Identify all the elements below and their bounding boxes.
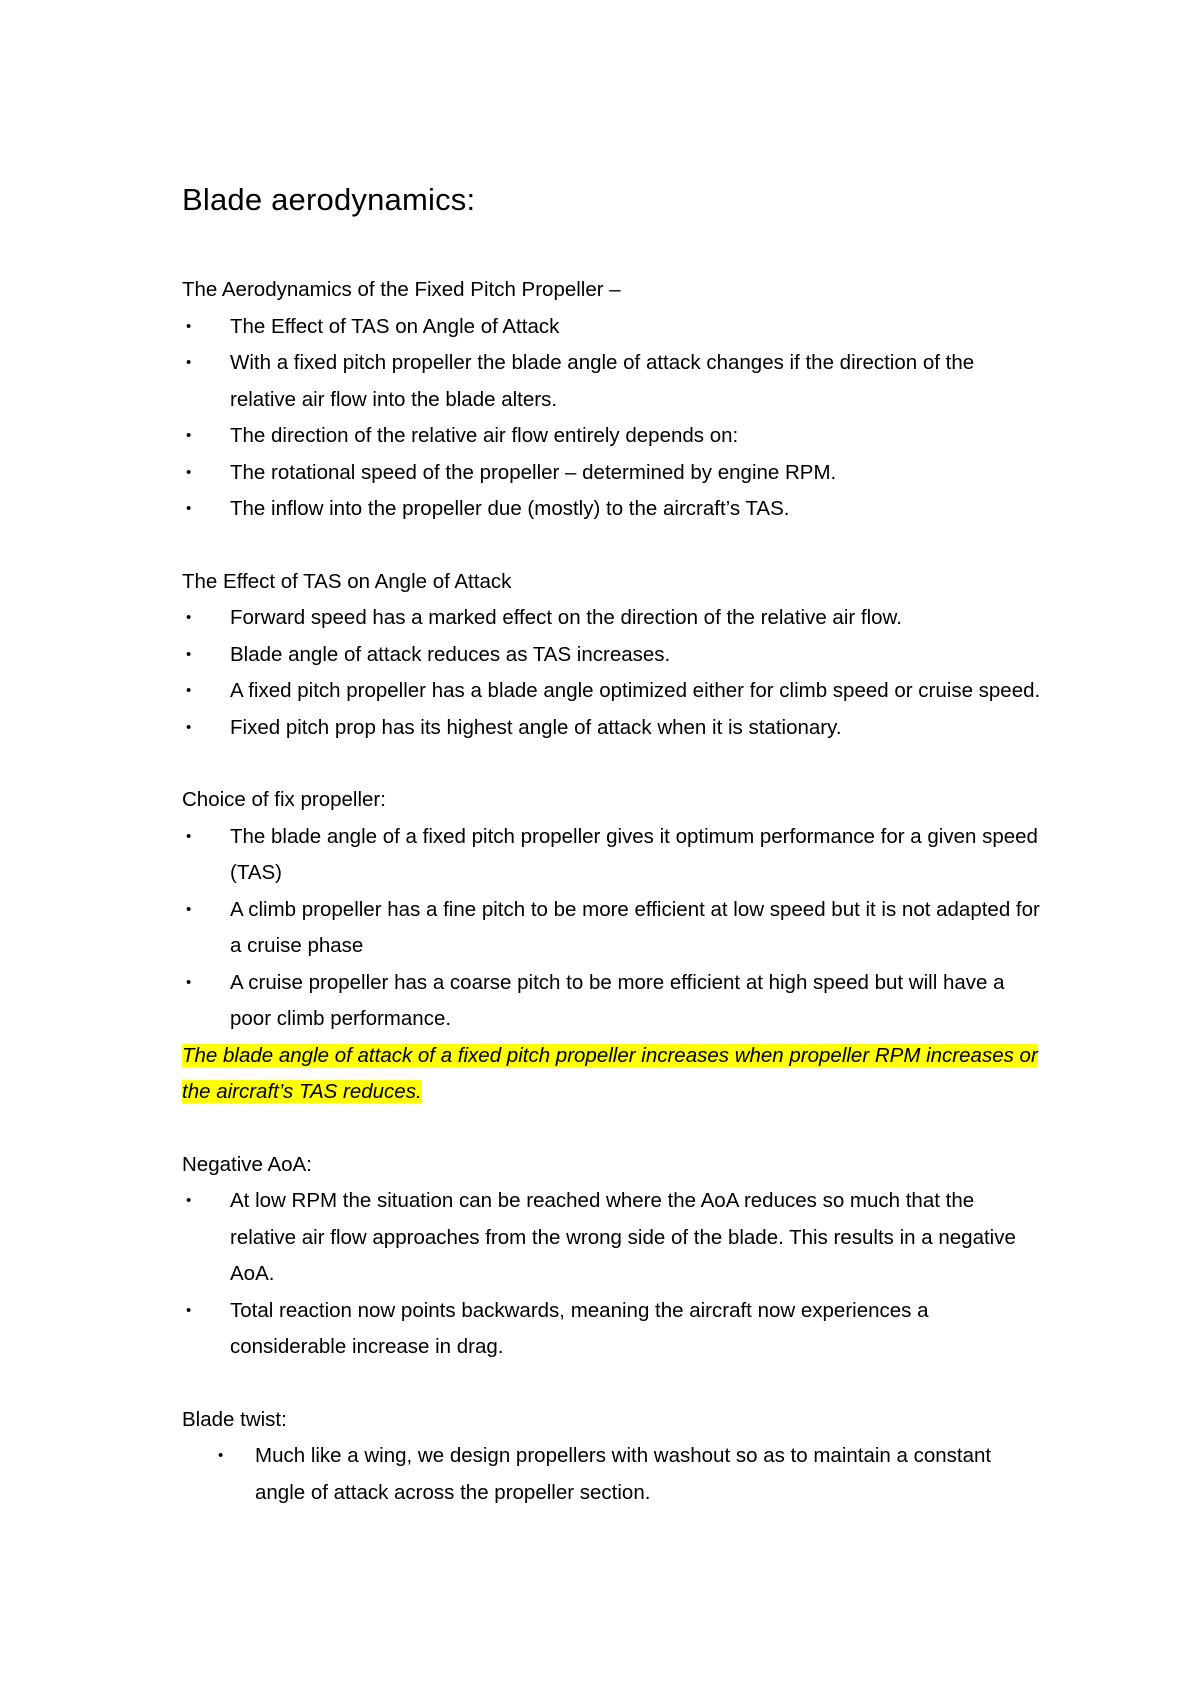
list-item-text: The rotational speed of the propeller – determined by engine RPM. bbox=[230, 460, 837, 484]
bullet-icon: • bbox=[186, 827, 192, 845]
bullet-icon: • bbox=[186, 1192, 192, 1209]
list-item-text: Much like a wing, we design propellers with washout so as to maintain a constant angle of attack across the propeller section. bbox=[255, 1444, 992, 1504]
bullet-icon: • bbox=[186, 609, 192, 626]
list-item bbox=[182, 1293, 1042, 1366]
section-heading: Blade twist: bbox=[182, 1407, 287, 1431]
list-item-text: The inflow into the propeller due (mostly) to the aircraft’s TAS. bbox=[230, 497, 790, 520]
section-heading: The Effect of TAS on Angle of Attack bbox=[182, 569, 512, 593]
bullet-icon: • bbox=[186, 427, 192, 444]
bullet-list bbox=[182, 1438, 1042, 1511]
bullet-icon: • bbox=[186, 317, 192, 335]
list-item bbox=[182, 819, 1042, 892]
bullet-icon: • bbox=[186, 645, 192, 663]
bullet-list bbox=[182, 600, 1042, 746]
list-item-text: Blade angle of attack reduces as TAS increases. bbox=[230, 642, 671, 666]
section-heading: Negative AoA: bbox=[182, 1152, 312, 1176]
list-item-text: A climb propeller has a fine pitch to be more efficient at low speed but it is not adapted for a cruise phase bbox=[230, 897, 1040, 957]
bullet-icon: • bbox=[186, 718, 192, 736]
list-item-text: Fixed pitch prop has its highest angle of attack when it is stationary. bbox=[230, 715, 842, 739]
list-item bbox=[182, 892, 1042, 965]
list-item bbox=[182, 1183, 1042, 1293]
list-item bbox=[182, 455, 1042, 492]
bullet-list bbox=[182, 819, 1042, 1038]
list-item bbox=[182, 710, 1042, 747]
section-negative-aoa bbox=[182, 1147, 1042, 1366]
list-item bbox=[182, 637, 1042, 674]
bullet-list bbox=[182, 309, 1042, 528]
list-item bbox=[182, 1438, 1042, 1511]
list-item-text: Total reaction now points backwards, meaning the aircraft now experiences a considerable increase in drag. bbox=[230, 1298, 929, 1358]
bullet-icon: • bbox=[186, 500, 192, 517]
list-item-text: Forward speed has a marked effect on the direction of the relative air flow. bbox=[230, 606, 902, 629]
list-item bbox=[182, 965, 1042, 1038]
list-item-text: A fixed pitch propeller has a blade angle optimized either for climb speed or cruise speed. bbox=[230, 679, 1041, 702]
section-fixed-pitch-aerodynamics bbox=[182, 272, 1042, 528]
bullet-icon: • bbox=[186, 463, 192, 481]
list-item-text: The blade angle of a fixed pitch propeller gives it optimum performance for a given speed (TAS) bbox=[230, 824, 1038, 884]
section-heading: Choice of fix propeller: bbox=[182, 788, 386, 811]
bullet-icon: • bbox=[186, 682, 192, 699]
list-item bbox=[182, 600, 1042, 637]
list-item bbox=[182, 345, 1042, 418]
list-item-text: With a fixed pitch propeller the blade angle of attack changes if the direction of the relative air flow into the blade alters. bbox=[230, 351, 975, 411]
list-item-text: A cruise propeller has a coarse pitch to be more efficient at high speed but will have a poor climb performance. bbox=[230, 970, 1005, 1030]
bullet-list bbox=[182, 1183, 1042, 1366]
document-body bbox=[182, 178, 1042, 1547]
list-item bbox=[182, 309, 1042, 346]
list-item-text: At low RPM the situation can be reached where the AoA reduces so much that the relative air flow approaches from the wrong side of the blade. This results in a negative AoA. bbox=[230, 1189, 1016, 1285]
section-tas-effect bbox=[182, 564, 1042, 747]
list-item-text: The Effect of TAS on Angle of Attack bbox=[230, 314, 560, 338]
section-heading: The Aerodynamics of the Fixed Pitch Propeller – bbox=[182, 278, 621, 301]
bullet-icon: • bbox=[186, 900, 192, 918]
bullet-icon: • bbox=[186, 1301, 192, 1319]
bullet-icon: • bbox=[186, 354, 192, 371]
list-item bbox=[182, 491, 1042, 528]
section-choice-of-propeller bbox=[182, 782, 1042, 1038]
list-item bbox=[182, 673, 1042, 710]
bullet-icon: • bbox=[186, 973, 192, 991]
highlighted-note-text: The blade angle of attack of a fixed pitch propeller increases when propeller RPM increases or the aircraft’s TAS reduces. bbox=[182, 1043, 1038, 1103]
section-blade-twist bbox=[182, 1402, 1042, 1512]
bullet-icon: • bbox=[218, 1447, 224, 1464]
highlighted-note bbox=[182, 1038, 1042, 1111]
list-item bbox=[182, 418, 1042, 455]
list-item-text: The direction of the relative air flow entirely depends on: bbox=[230, 424, 739, 447]
page-title: Blade aerodynamics: bbox=[182, 182, 476, 217]
